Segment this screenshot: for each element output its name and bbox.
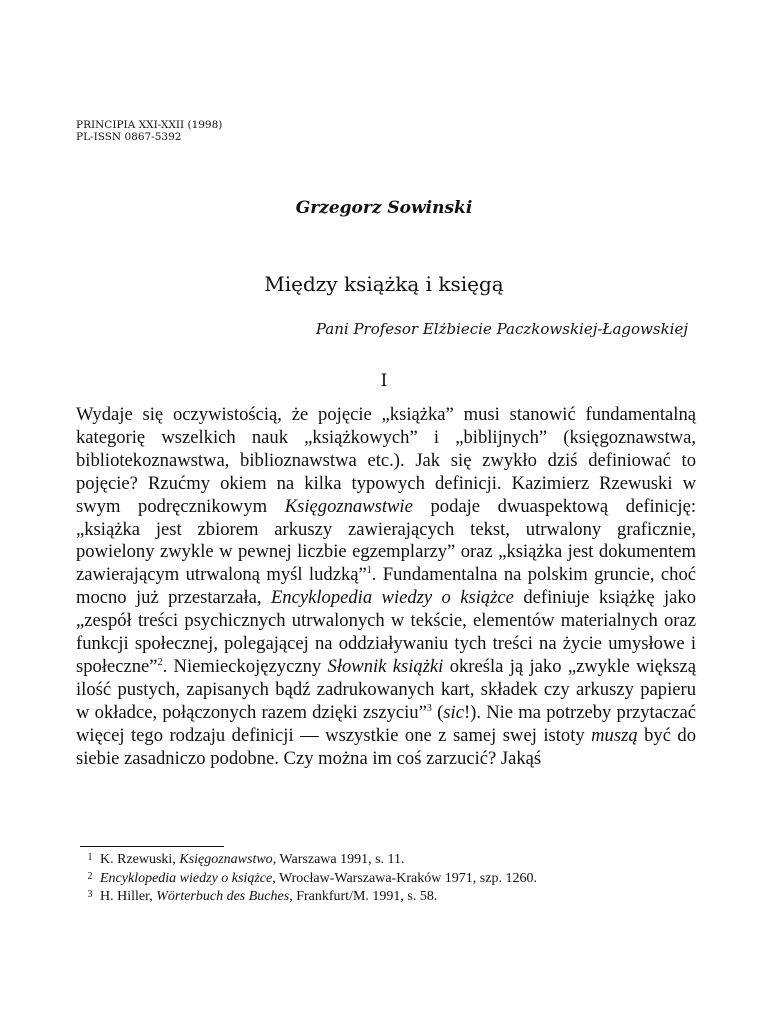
body-text: . Fundamentalna na polskim gruncie, choć mocno już przestarzała, [76,564,696,609]
body-text: ( [437,701,444,723]
article-title: Między książką i księgą [264,272,504,296]
author-name: Grzegorz Sowinski [295,198,473,218]
footnote-citation: , Frankfurt/M. 1991, s. 58. [289,889,438,904]
footnote-text [100,888,437,907]
journal-header [76,119,222,143]
footnote-citation: , Wrocław-Warszawa-Kraków 1971, szp. 1260. [272,870,537,886]
footnote [80,851,700,870]
footnote-text [100,870,537,889]
footnote-ref: 2 [157,656,163,668]
footnote-ref: 1 [366,565,372,577]
dedication: Pani Profesor Elżbiecie Paczkowskiej-Łagowskiej [315,320,688,338]
footnote-ref: 3 [426,702,432,714]
footnote-divider [80,846,224,847]
body-paragraph [76,404,696,771]
body-text: !). Nie ma potrzeby przytaczać więcej tego rodzaju definicji — wszystkie one z samej swej istoty [76,701,696,746]
footnote-number: 2 [87,870,93,882]
journal-issn: PL-ISSN 0867-5392 [76,131,182,143]
footnote [80,888,700,907]
footnote-work-title: Wörterbuch des Buches [156,889,290,904]
body-text: podaje dwuaspektową definicję: „książka jest zbiorem arkuszy zawierających tekst, utrwalony graficznie, powielony zwykle w pewnej liczbie egzemplarzy” oraz „książka jest dokumentem zawierającym utrwaloną myśl ludzką” [76,495,696,586]
body-text: Wydaje się oczywistością, że pojęcie „książka” musi stanowić fundamentalną kategorię wszelkich nauk „książkowych” i „biblijnych” (księgoznawstwa, bibliotekoznawstwa, biblioznawstwa etc.). Jak się zwykło dziś definiować to pojęcie? Rzućmy okiem na kilka typowych definicji. Kazimierz Rzewuski w swym podręcznikowym [76,404,696,517]
footnote-work-title: Encyklopedia wiedzy o książce [100,870,273,886]
footnote-citation: , Warszawa 1991, s. 11. [272,852,405,867]
body-italic: Księgoznawstwie [284,495,413,517]
footnote-text [100,851,405,870]
footnote-author: K. Rzewuski, [100,852,176,867]
body-text: być do siebie zasadniczo podobne. Czy można im coś zarzucić? Jakąś [76,724,696,769]
footnote-author: H. Hiller, [100,889,153,904]
footnotes [80,851,700,907]
body-text: określa ją jako „zwykle większą ilość pustych, zapisanych bądź zadrukowanych kart, składek czy arkuszy papieru w okładce, połączonych razem dzięki zszyciu” [76,655,696,723]
journal-issue: PRINCIPIA XXI-XXII (1998) [76,119,223,131]
footnote-number: 3 [87,889,93,900]
body-text: . Niemieckojęzyczny [162,655,322,677]
footnote [80,870,700,889]
body-italic: muszą [591,724,638,746]
body-italic: sic [443,701,464,723]
body-italic: Słownik książki [327,655,444,677]
body-text: definiuje książkę jako „zespół treści psychicznych utrwalonych w tekście, elementów materialnych oraz funkcji społecznej, polegającej na oddziaływaniu tych treści na życie umysłowe i społeczne” [76,587,696,677]
body-italic: Encyklopedia wiedzy o książce [270,587,514,609]
footnote-work-title: Księgoznawstwo [179,852,273,867]
section-number: I [380,371,388,391]
footnote-number: 1 [87,852,93,863]
